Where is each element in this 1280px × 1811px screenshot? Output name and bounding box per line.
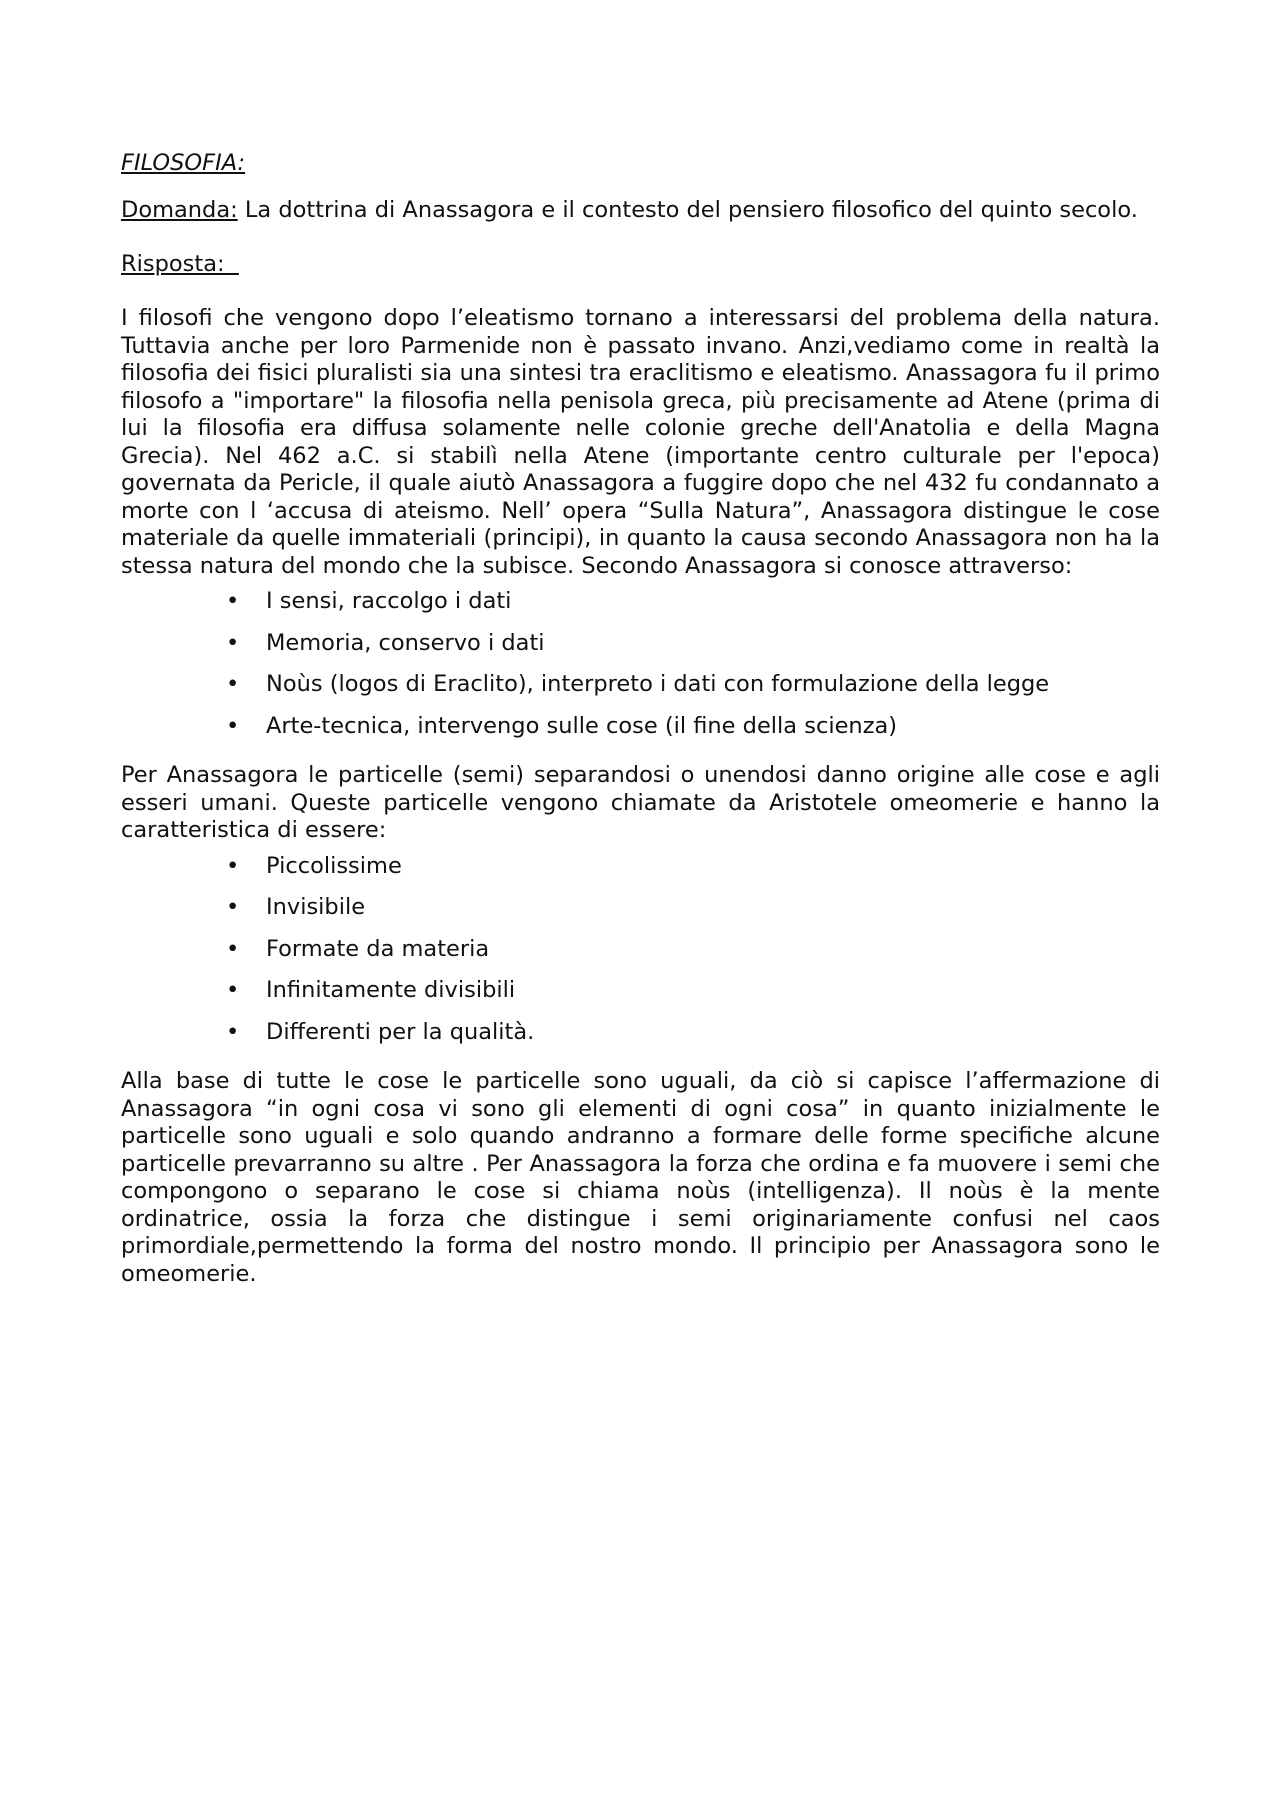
list-item-text: Noùs (logos di Eraclito), interpreto i dati con formulazione della legge bbox=[266, 671, 1050, 697]
list-item-text: Infinitamente divisibili bbox=[266, 977, 516, 1003]
list-item bbox=[226, 977, 1160, 1019]
list-item bbox=[226, 671, 1160, 713]
list-item-text: Formate da materia bbox=[266, 935, 490, 962]
bullet-icon: • bbox=[226, 894, 240, 920]
document-heading: FILOSOFIA: bbox=[121, 150, 246, 176]
list-item bbox=[226, 853, 1160, 895]
bullet-icon: • bbox=[226, 629, 240, 656]
list-item-text: Memoria, conservo i dati bbox=[266, 629, 545, 656]
list-item bbox=[226, 588, 1160, 630]
document-page bbox=[121, 150, 1160, 1288]
list-item bbox=[226, 936, 1160, 978]
particles-list bbox=[121, 853, 1160, 1061]
answer-label-text: Risposta: bbox=[121, 250, 239, 277]
bullet-icon: • bbox=[226, 852, 240, 879]
paragraph-particles: Per Anassagora le particelle (semi) separandosi o unendosi danno origine alle cose e agli esseri umani. Queste particelle vengono chiamate da Aristotele omeomerie e hanno la caratteristica di essere: bbox=[121, 762, 1160, 843]
knowledge-list bbox=[121, 588, 1160, 754]
bullet-icon: • bbox=[226, 671, 240, 697]
question bbox=[121, 197, 1160, 225]
list-item bbox=[226, 894, 1160, 936]
list-item bbox=[226, 713, 1160, 755]
bullet-icon: • bbox=[226, 977, 240, 1003]
list-item bbox=[226, 1019, 1160, 1061]
paragraph-intro: I filosofi che vengono dopo l’eleatismo tornano a interessarsi del problema della natura. Tuttavia anche per loro Parmenide non è passato invano. Anzi,vediamo come in realtà la filosofia dei fisici pluralisti sia una sintesi tra eraclitismo e eleatismo. Anassagora fu il primo filosofo a "importare" la filosofia nella penisola greca, più precisamente ad Atene (prima di lui la filosofia era diffusa solamente nelle colonie greche dell'Anatolia e della Magna Grecia). Nel 462 a.C. si stabilì nella Atene (importante centro culturale per l'epoca) governata da Pericle, il quale aiutò Anassagora a fuggire dopo che nel 432 fu condannato a morte con l ‘accusa di ateismo. Nell’ opera “Sulla Natura”, Anassagora distingue le cose materiale da quelle immateriali (principi), in quanto la causa secondo Anassagora non ha la stessa natura del mondo che la subisce. Secondo Anassagora si conosce attraverso: bbox=[121, 305, 1160, 579]
list-item-text: I sensi, raccolgo i dati bbox=[266, 588, 512, 614]
list-item-text: Differenti per la qualità. bbox=[266, 1018, 535, 1045]
question-text: La dottrina di Anassagora e il contesto del pensiero filosofico del quinto secolo. bbox=[237, 197, 1138, 223]
list-item-text: Arte-tecnica, intervengo sulle cose (il fine della scienza) bbox=[266, 712, 898, 739]
bullet-icon: • bbox=[226, 712, 240, 739]
list-item bbox=[226, 630, 1160, 672]
list-item-text: Invisibile bbox=[266, 894, 366, 920]
bullet-icon: • bbox=[226, 935, 240, 962]
bullet-icon: • bbox=[226, 588, 240, 614]
answer-label bbox=[121, 251, 1160, 279]
paragraph-conclusion: Alla base di tutte le cose le particelle sono uguali, da ciò si capisce l’affermazione di Anassagora “in ogni cosa vi sono gli elementi di ogni cosa” in quanto inizialmente le particelle sono uguali e solo quando andranno a formare delle forme specifiche alcune particelle prevarranno su altre . Per Anassagora la forza che ordina e fa muovere i semi che compongono o separano le cose si chiama noùs (intelligenza). Il noùs è la mente ordinatrice, ossia la forza che distingue i semi originariamente confusi nel caos primordiale,permettendo la forma del nostro mondo. Il principio per Anassagora sono le omeomerie. bbox=[121, 1068, 1160, 1287]
list-item-text: Piccolissime bbox=[266, 852, 402, 879]
bullet-icon: • bbox=[226, 1018, 240, 1045]
question-label: Domanda: bbox=[121, 197, 238, 223]
